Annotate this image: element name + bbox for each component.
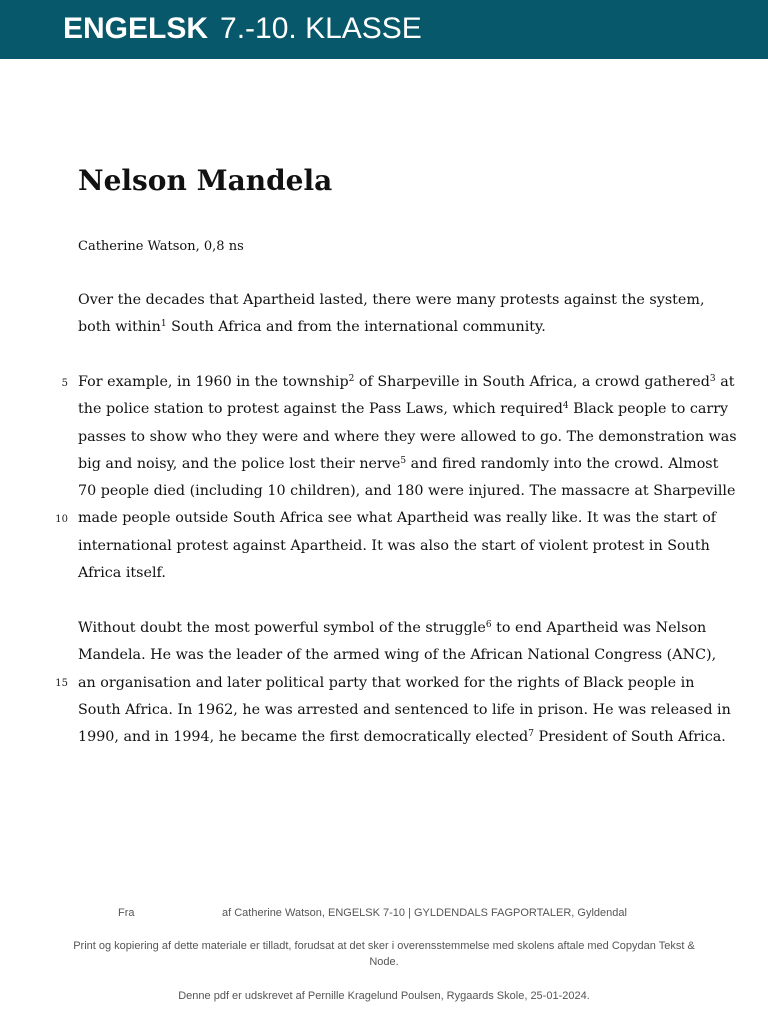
text-segment: an organisation and later political party that worked for the rights of Black people in bbox=[78, 674, 695, 691]
text-line bbox=[78, 670, 718, 697]
paragraph bbox=[78, 369, 737, 587]
text-segment: of Sharpeville in South Africa, a crowd gathered bbox=[354, 374, 710, 390]
text-line bbox=[78, 533, 718, 560]
text-line bbox=[78, 478, 736, 505]
footnote-marker: 4 bbox=[562, 401, 569, 412]
footnote-marker: 5 bbox=[400, 455, 407, 466]
text-segment: President of South Africa. bbox=[533, 729, 726, 746]
text-line bbox=[78, 697, 731, 724]
text-line bbox=[78, 287, 718, 314]
line-number: 5 bbox=[61, 378, 68, 389]
footer-source-text: af Catherine Watson, ENGELSK 7-10 | GYLDENDALS FAGPORTALER, Gyldendal bbox=[222, 907, 627, 919]
footnote-marker: 2 bbox=[348, 374, 355, 384]
text-segment: 1990, and in 1994, he became the first democratically elected bbox=[78, 729, 529, 746]
text-segment: passes to show who they were and where they were allowed to go. The demonstration was bbox=[78, 428, 737, 445]
text-segment: For example, in 1960 in the township bbox=[78, 374, 349, 390]
text-segment: Over the decades that Apartheid lasted, there were many protests against the system, bbox=[78, 292, 705, 308]
text-segment: Black people to carry bbox=[568, 401, 729, 418]
text-segment: the police station to protest against the Pass Laws, which required bbox=[78, 401, 563, 418]
text-line bbox=[78, 642, 718, 669]
text-line bbox=[78, 560, 718, 587]
header-bar bbox=[0, 0, 768, 59]
text-segment: South Africa and from the international community. bbox=[166, 319, 546, 336]
text-segment: and fired randomly into the crowd. Almost bbox=[406, 455, 719, 472]
footer-printed-by: Denne pdf er udskrevet af Pernille Kragelund Poulsen, Rygaards Skole, 25-01-2024. bbox=[178, 990, 590, 1002]
footer-source-prefix: Fra bbox=[118, 907, 135, 919]
text-line bbox=[78, 424, 737, 451]
text-line bbox=[78, 314, 718, 341]
author-line: Catherine Watson, 0,8 ns bbox=[78, 239, 244, 254]
footnote-marker: 3 bbox=[709, 374, 716, 384]
line-number: 10 bbox=[55, 514, 68, 525]
text-segment: at bbox=[715, 374, 735, 390]
text-segment: Africa itself. bbox=[78, 565, 166, 582]
footer-source bbox=[0, 905, 768, 921]
text-segment: both within bbox=[78, 319, 161, 336]
brand-grade: 7.-10. KLASSE bbox=[220, 12, 422, 45]
paragraph bbox=[78, 615, 731, 751]
brand-subject: ENGELSK bbox=[63, 12, 209, 45]
text-segment: made people outside South Africa see what Apartheid was really like. It was the start of bbox=[78, 510, 717, 527]
text-line bbox=[78, 505, 718, 532]
text-segment: international protest against Apartheid. It was also the start of violent protest in South bbox=[78, 537, 710, 554]
footer-copyright: Print og kopiering af dette materiale er tilladt, forudsat at det sker i overensstemmelse med skolens aftale med Copydan Tekst & Node. bbox=[73, 940, 695, 968]
text-segment: 70 people died (including 10 children), and 180 were injured. The massacre at Sharpeville bbox=[78, 483, 736, 500]
text-line bbox=[78, 451, 718, 478]
document-title: Nelson Mandela bbox=[78, 164, 333, 197]
line-number: 15 bbox=[55, 678, 68, 689]
footnote-marker: 1 bbox=[160, 319, 167, 330]
text-segment: Mandela. He was the leader of the armed wing of the African National Congress (ANC), bbox=[78, 647, 717, 664]
text-line bbox=[78, 724, 726, 751]
text-line bbox=[78, 369, 735, 396]
footnote-marker: 6 bbox=[485, 620, 492, 630]
text-line bbox=[78, 615, 718, 642]
text-segment: big and noisy, and the police lost their nerve bbox=[78, 455, 401, 472]
text-segment: to end Apartheid was Nelson bbox=[491, 620, 707, 636]
brand-title bbox=[63, 12, 422, 46]
text-segment: Without doubt the most powerful symbol of the struggle bbox=[78, 620, 486, 636]
text-line bbox=[78, 396, 729, 423]
text-segment: South Africa. In 1962, he was arrested and sentenced to life in prison. He was released in bbox=[78, 701, 731, 718]
footnote-marker: 7 bbox=[528, 729, 534, 740]
paragraph bbox=[78, 287, 718, 342]
